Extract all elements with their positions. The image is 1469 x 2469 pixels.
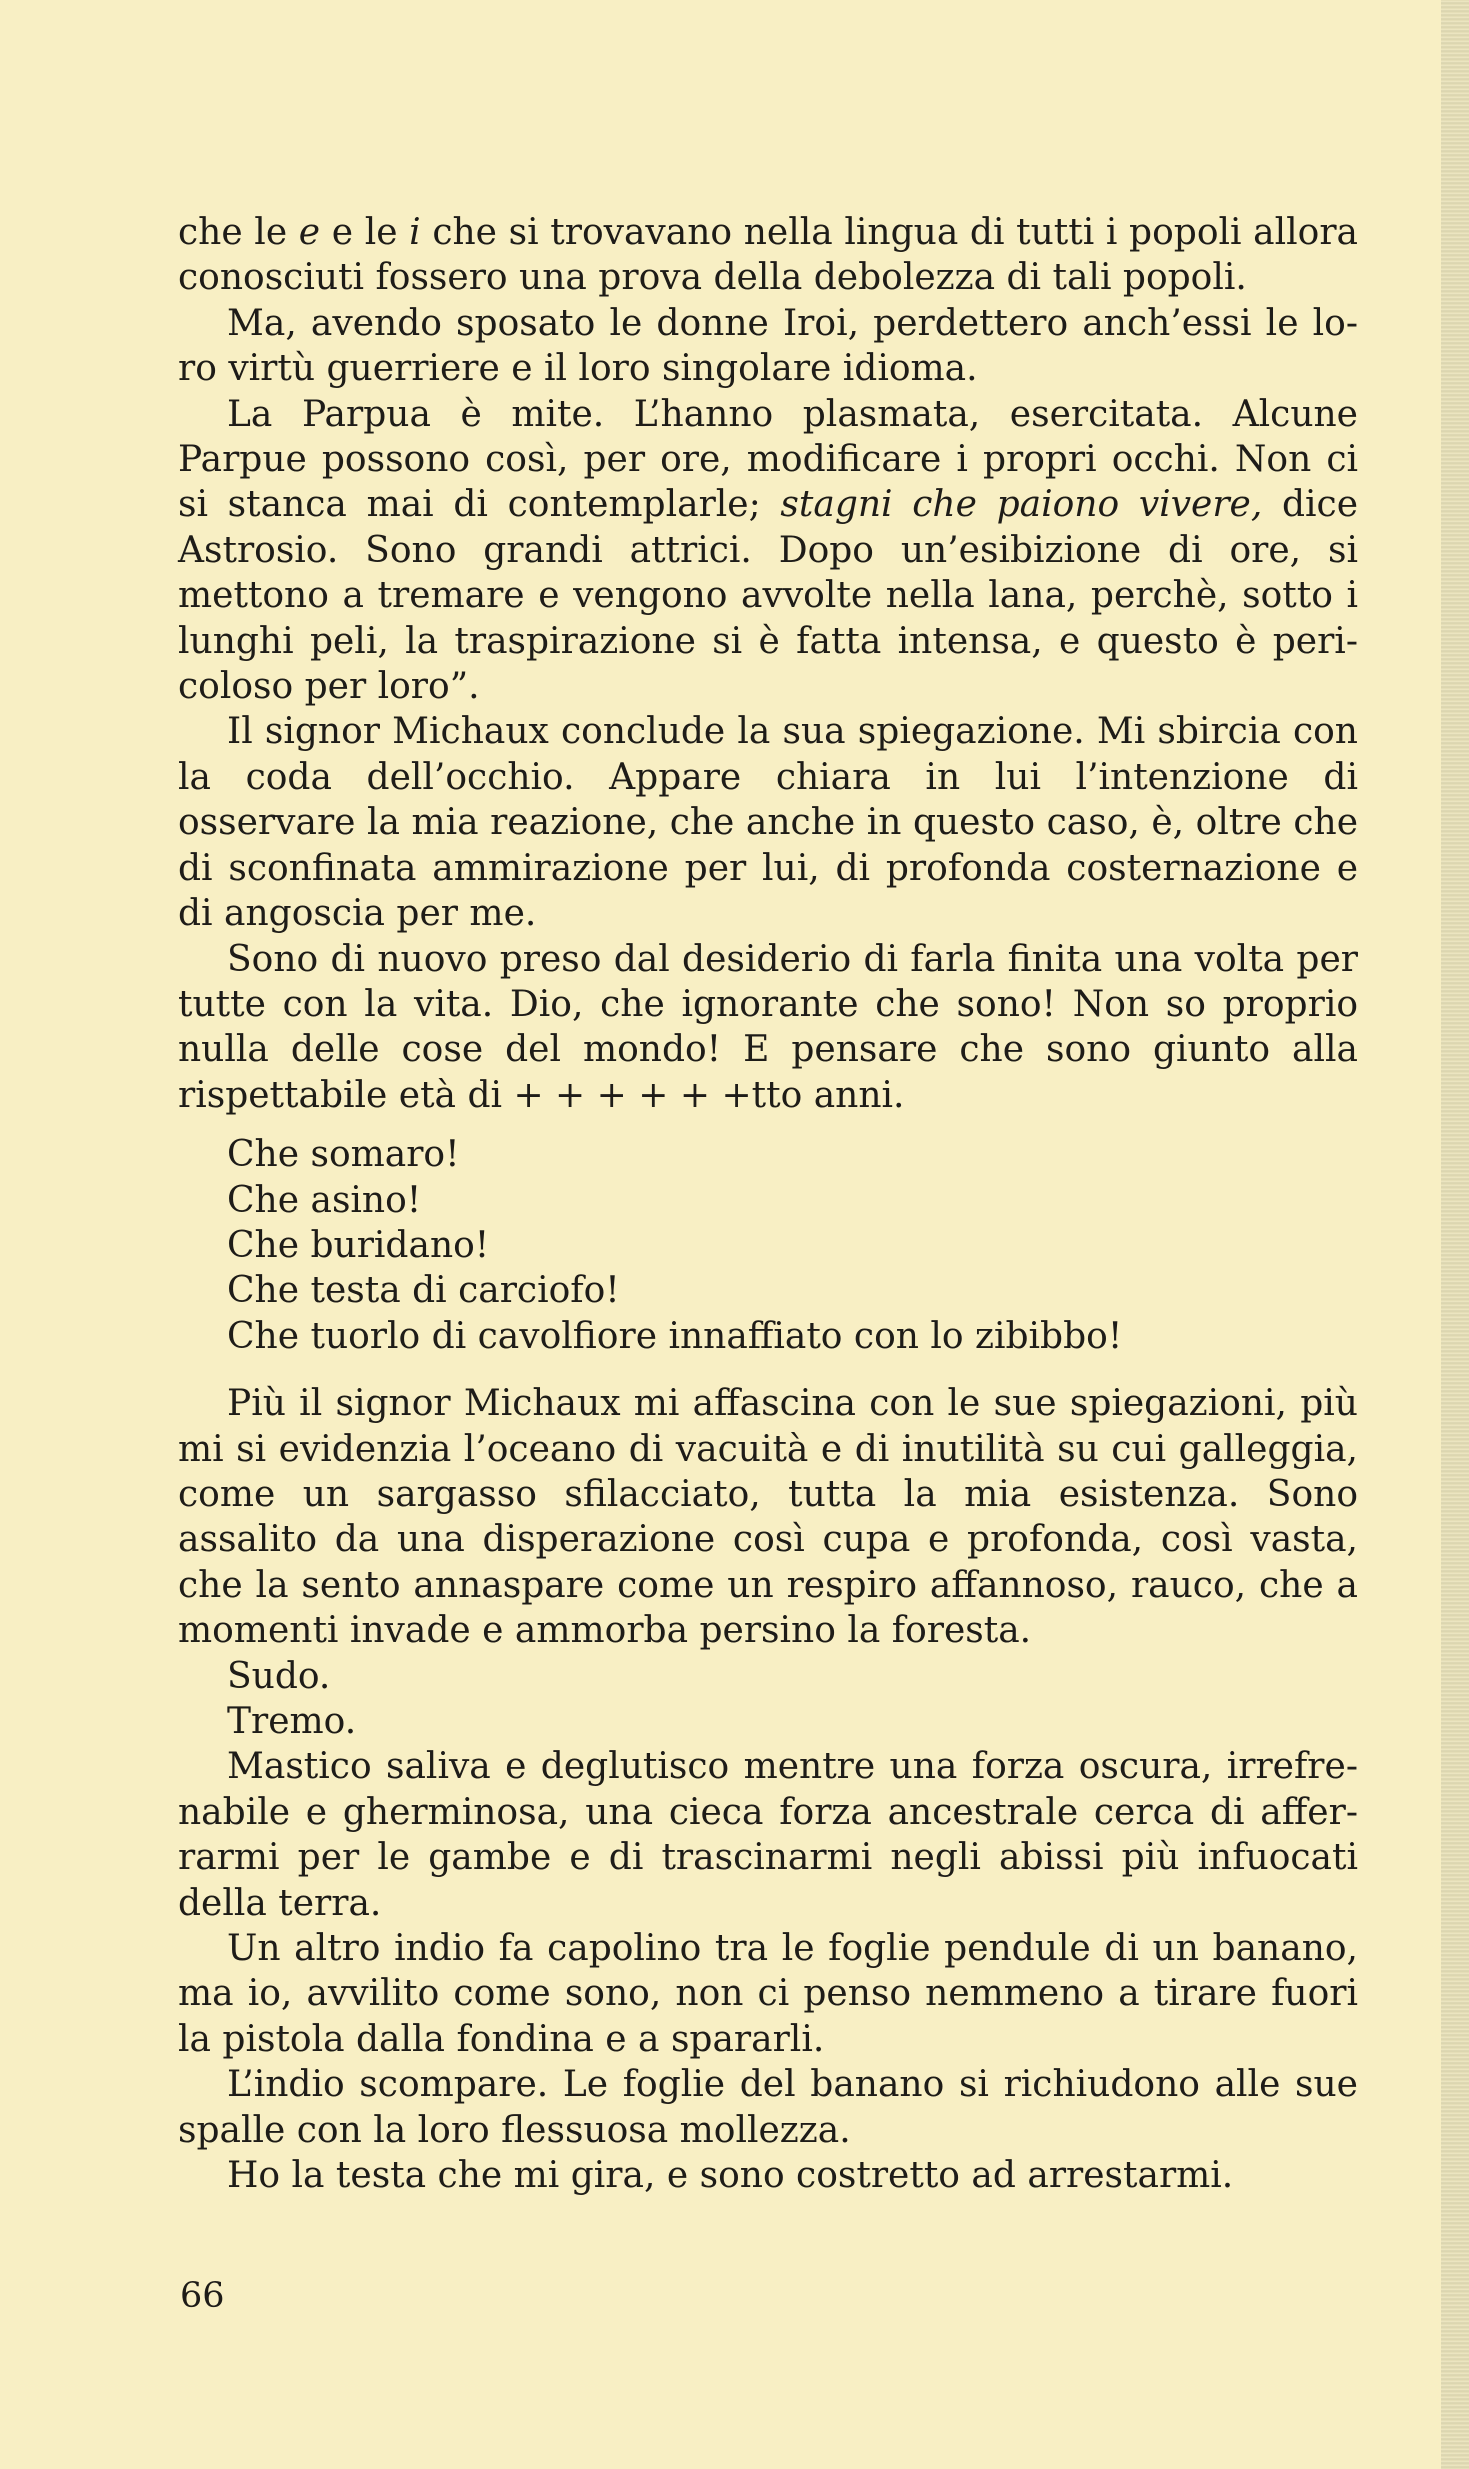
paragraph-p5 <box>178 937 1358 1119</box>
paragraph-p7 <box>178 1654 1358 1699</box>
paragraph-p10 <box>178 1926 1358 2062</box>
text-run: e le <box>320 212 410 253</box>
text-run: Ho la testa che mi gira, e sono costretto ad arrestarmi. <box>227 2155 1234 2197</box>
text-run: Mastico saliva e deglutisco mentre una forza oscura, irrefrenabile e gherminosa, una cieca forza ancestrale cerca di afferrarmi per le gambe e di trascinarmi negli abissi più infuocati della terra. <box>178 1746 1358 1924</box>
paragraph-p6 <box>178 1381 1358 1653</box>
text-run: che si trovavano nella lingua di tutti i popoli allora conosciuti fossero una prova della debolezza di tali popoli. <box>178 212 1359 299</box>
text-run: Tremo. <box>227 1701 357 1742</box>
text-run: Il signor Michaux conclude la sua spiegazione. Mi sbircia con la coda dell’occhio. Appare chiara in lui l’intenzione di osservare la mia reazione, che anche in questo caso, è, oltre che di sconfinata ammirazione per lui, di profonda costernazione e di angoscia per me. <box>178 711 1358 935</box>
paragraph-p4 <box>178 709 1358 936</box>
page-number: 66 <box>180 2276 225 2316</box>
text-run: che le <box>178 212 299 253</box>
paragraph-p1 <box>178 210 1358 301</box>
text-run: La Parpua è mite. L’hanno plasmata, esercitata. Alcune Parpue possono così, per ore, modificare i propri occhi. Non ci si stanca mai di contemplarle; <box>178 393 1358 526</box>
italic-text: stagni che paiono vivere, <box>780 484 1263 526</box>
text-run: Un altro indio fa capolino tra le foglie pendule di un banano, ma io, avvilito come sono, non ci penso nemmeno a tirare fuori la pistola dalla fondina e a spararli. <box>178 1928 1358 2060</box>
paragraph-p2 <box>178 301 1358 392</box>
exclamation-line: Che testa di carciofo! <box>227 1270 620 1312</box>
spacer <box>178 1118 1358 1132</box>
body-text <box>178 210 1358 2198</box>
paragraph-p12 <box>178 2153 1358 2198</box>
text-run: L’indio scompare. Le foglie del banano si richiudono alle sue spalle con la loro flessuosa mollezza. <box>178 2064 1358 2151</box>
text-part-after-list <box>178 1381 1358 2198</box>
exclamation-list <box>178 1132 1358 1359</box>
text-run: dice Astrosio. Sono grandi attrici. Dopo un’esibizione di ore, si mettono a tremare e vengono avvolte nella lana, perchè, sotto i lunghi peli, la traspirazione si è fatta intensa, e questo è pericoloso per loro”. <box>178 484 1359 708</box>
text-run: Sudo. <box>227 1655 331 1697</box>
paragraph-p8 <box>178 1699 1358 1744</box>
exclamation-line: Che asino! <box>227 1179 422 1221</box>
spacer <box>178 1359 1358 1381</box>
paragraph-p3 <box>178 392 1358 710</box>
text-run: Più il signor Michaux mi affascina con le sue spiegazioni, più mi si evidenzia l’oceano di vacuità e di inutilità su cui galleggia, come un sargasso sfilacciato, tutta la mia esistenza. Sono assalito da una disperazione così cupa e profonda, così vasta, che la sento annaspare come un respiro affannoso, rauco, che a momenti invade e ammorba persino la foresta. <box>178 1383 1358 1652</box>
exclamation-line: Che buridano! <box>227 1224 490 1266</box>
italic-text: e <box>298 212 321 253</box>
text-run: Ma, avendo sposato le donne Iroi, perdettero anch’essi le loro virtù guerriere e il loro singolare idioma. <box>178 302 1358 390</box>
page-edge <box>1441 0 1469 2469</box>
italic-text: i <box>409 212 421 253</box>
paragraph-p9 <box>178 1744 1358 1926</box>
text-part-before-list <box>178 210 1358 1118</box>
exclamation-line: Che somaro! <box>227 1134 460 1176</box>
exclamation-line: Che tuorlo di cavolfiore innaffiato con lo zibibbo! <box>227 1315 1123 1357</box>
text-run: Sono di nuovo preso dal desiderio di farla finita una volta per tutte con la vita. Dio, che ignorante che sono! Non so proprio nulla delle cose del mondo! E pensare che sono giunto alla rispettabile età di + + + + + +tto anni. <box>178 938 1358 1116</box>
paragraph-p11 <box>178 2062 1358 2153</box>
